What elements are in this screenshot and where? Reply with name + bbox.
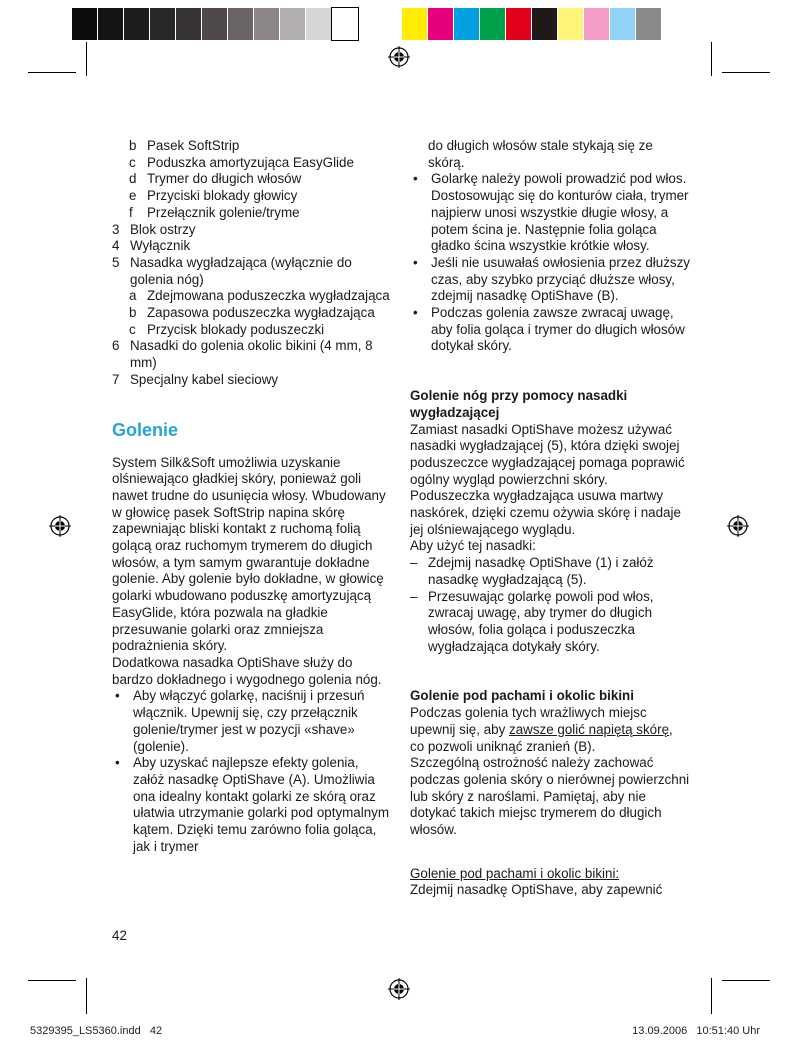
- list-item: d Trymer do długich włosów: [129, 171, 302, 187]
- color-swatch: [306, 8, 332, 40]
- color-swatch: [254, 8, 280, 40]
- paragraph: Szczególną ostrożność należy zachować podczas golenia skóry o nierównej powierzchni lub skóry z naroślami. Pamiętaj, aby nie dotykać takich miejsc trymerem do długich włosów.: [410, 755, 690, 838]
- list-item: • Aby uzyskać najlepsze efekty golenia, załóż nasadkę OptiShave (A). Umożliwia ona idealny kontakt golarki ze skórą oraz ułatwia utrzymanie golarki pod optymalnym kątem. Dzięki temu zarówno folia goląca, jak i trymer: [115, 755, 390, 854]
- color-swatch: [454, 8, 480, 40]
- process-color-bar: [402, 8, 662, 40]
- paragraph: do długich włosów stale stykają się ze skórą.: [428, 138, 653, 170]
- color-swatch: [558, 8, 584, 40]
- bullet-list: [410, 171, 690, 355]
- paragraph: Zdejmij nasadkę OptiShave, aby zapewnić: [410, 882, 663, 898]
- color-swatch: [98, 8, 124, 40]
- list-item: 6 Nasadki do golenia okolic bikini (4 mm, 8 mm): [112, 338, 373, 371]
- list-item: – Zdejmij nasadkę OptiShave (1) i załóż nasadkę wygładzającą (5).: [410, 555, 654, 587]
- registration-mark-icon: [49, 515, 71, 537]
- list-item: e Przyciski blokady głowicy: [129, 188, 298, 204]
- color-swatch: [506, 8, 532, 40]
- registration-mark-icon: [388, 978, 410, 1000]
- color-swatch: [402, 8, 428, 40]
- color-swatch: [532, 8, 558, 40]
- color-swatch: [610, 8, 636, 40]
- paragraph: Podczas golenia tych wrażliwych miejsc upewnij się, aby zawsze golić napiętą skórę, co pozwoli uniknąć zranień (B).: [410, 705, 673, 754]
- color-swatch: [124, 8, 150, 40]
- parts-list: [112, 138, 390, 389]
- subheading: Golenie pod pachami i okolic bikini: [410, 688, 634, 704]
- color-swatch: [332, 8, 358, 40]
- color-swatch: [584, 8, 610, 40]
- left-column: [112, 138, 390, 855]
- subheading: Golenie nóg przy pomocy nasadki wygładzającej: [410, 388, 628, 420]
- color-swatch: [428, 8, 454, 40]
- list-item: • Golarkę należy powoli prowadzić pod włos. Dostosowując się do konturów ciała, trymer najpierw unosi wszystkie długie włosy, a potem ścina je. Następnie folia goląca gładko ścina wszystkie krótkie włosy.: [413, 171, 689, 254]
- bullet-list: [112, 688, 390, 855]
- color-swatch: [228, 8, 254, 40]
- color-swatch: [176, 8, 202, 40]
- list-item: • Podczas golenia zawsze zwracaj uwagę, aby folia goląca i trymer do długich włosów dotykał skóry.: [413, 305, 685, 354]
- underlined-subheading: Golenie pod pachami i okolic bikini:: [410, 865, 620, 881]
- list-item: 5 Nasadka wygładzająca (wyłącznie do golenia nóg): [112, 254, 352, 287]
- list-item: c Przycisk blokady poduszeczki: [129, 321, 325, 337]
- list-item: – Przesuwając golarkę powoli pod włos, zwracaj uwagę, aby trymer do długich włosów, folia goląca i poduszeczka wygładzająca dotykały skóry.: [410, 588, 654, 654]
- list-item: f Przełącznik golenie/tryme: [129, 204, 300, 220]
- page-number: 42: [112, 928, 127, 943]
- list-item: a Zdejmowana poduszeczka wygładzająca: [129, 288, 390, 304]
- paragraph: Dodatkowa nasadka OptiShave służy do bardzo dokładnego i wygodnego golenia nóg.: [112, 654, 382, 687]
- footer-timestamp: 13.09.2006 10:51:40 Uhr: [632, 1025, 760, 1037]
- paragraph: Zamiast nasadki OptiShave możesz używać nasadki wygładzającej (5), która dzięki swojej poduszeczce wygładzającej pomaga poprawić ogólny wygląd powierzchni skóry. Poduszeczka wygładzająca usuwa martwy naskórek, dzięki czemu ożywia skórę i nadaje jej olśniewającego wyglądu.: [410, 421, 685, 537]
- footer-filename: 5329395_LS5360.indd 42: [30, 1025, 163, 1037]
- list-item: c Poduszka amortyzująca EasyGlide: [129, 154, 354, 170]
- color-swatch: [202, 8, 228, 40]
- list-item: • Jeśli nie usuwałaś owłosienia przez dłuższy czas, aby szybko przyciąć dłuższe włosy, zdejmij nasadkę OptiShave (B).: [413, 254, 691, 304]
- grayscale-color-bar: [72, 8, 358, 40]
- paragraph: Aby użyć tej nasadki:: [410, 538, 536, 554]
- color-swatch: [480, 8, 506, 40]
- list-item: 3 Blok ostrzy: [112, 221, 196, 237]
- registration-mark-icon: [388, 46, 410, 68]
- list-item: • Aby włączyć golarkę, naciśnij i przesuń włącznik. Upewnij się, czy przełącznik golenie/trymer jest w pozycji «shave» (golenie).: [115, 688, 365, 754]
- dash-list: [410, 555, 690, 655]
- color-swatch: [280, 8, 306, 40]
- list-item: b Zapasowa poduszeczka wygładzająca: [129, 305, 375, 321]
- list-item: b Pasek SoftStrip: [129, 138, 240, 153]
- color-swatch: [150, 8, 176, 40]
- registration-mark-icon: [727, 515, 749, 537]
- color-swatch: [636, 8, 662, 40]
- color-swatch: [72, 8, 98, 40]
- paragraph: System Silk&Soft umożliwia uzyskanie olśniewająco gładkiej skóry, ponieważ goli nawet trudne do usunięcia włosy. Wbudowany w głowicę pasek SoftStrip napina skórę zapewniając bliski kontakt z ruchomą folią golącą oraz ruchomym trymerem do długich włosów, a tym samym gwarantuje dokładne golenie. Aby golenie było dokładne, w głowicę golarki wbudowano poduszkę amortyzującą EasyGlide, która pozwala na gładkie przesuwanie golarki oraz zmniejsza podrażnienia skóry.: [112, 454, 386, 654]
- list-item: 4 Wyłącznik: [112, 238, 191, 254]
- underlined-text: zawsze golić napiętą skórę: [509, 721, 670, 737]
- section-heading-golenie: Golenie: [112, 419, 179, 440]
- right-column: [410, 138, 690, 899]
- list-item: 7 Specjalny kabel sieciowy: [112, 371, 279, 387]
